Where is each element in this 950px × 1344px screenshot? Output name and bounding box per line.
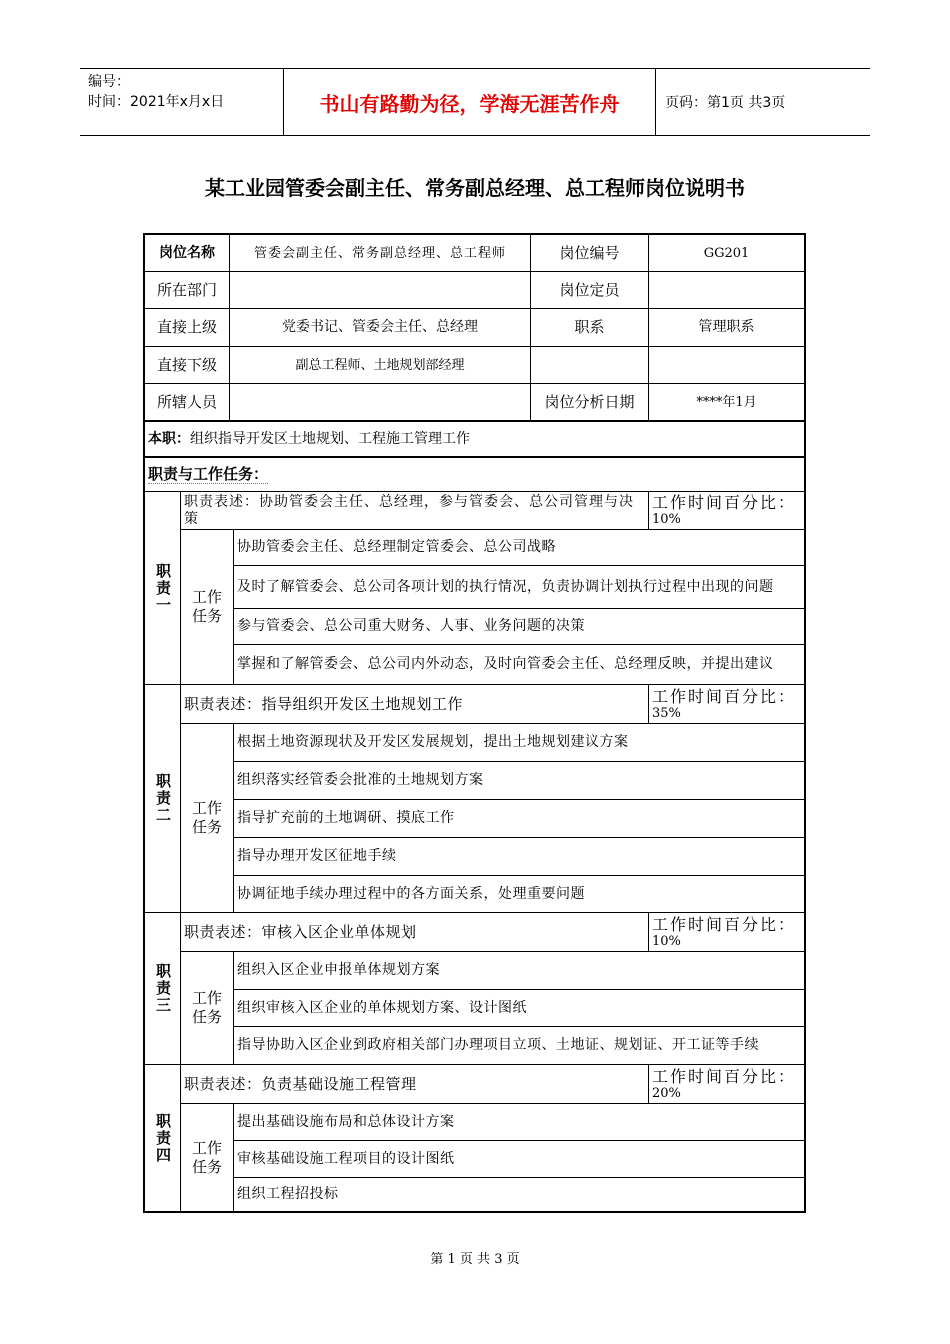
post-no-value: GG201 xyxy=(703,245,750,261)
duty-4-task: 提出基础设施布局和总体设计方案 xyxy=(237,1113,455,1130)
duty-summary xyxy=(148,422,798,456)
duty-2-name: 职责二 xyxy=(154,773,172,824)
number-label: 编号： xyxy=(88,74,130,90)
date-label: 时间：2021年x月x日 xyxy=(88,94,225,110)
page-info: 页码：第1页 共3页 xyxy=(665,95,786,111)
staff-label: 所辖人员 xyxy=(156,392,217,411)
duty-2-task: 组织落实经管委会批准的土地规划方案 xyxy=(237,772,484,788)
quota-value xyxy=(649,272,804,308)
duty-4-task: 组织工程招投标 xyxy=(237,1186,339,1202)
duty-2-task: 根据土地资源现状及开发区发展规划，提出土地规划建议方案 xyxy=(237,734,629,750)
duty-summary-text: 组织指导开发区土地规划、工程施工管理工作 xyxy=(190,430,470,447)
header-meta xyxy=(80,69,283,135)
analysis-date-value: ****年1月 xyxy=(696,394,757,410)
series-value: 管理职系 xyxy=(698,319,755,335)
page-footer: 第 1 页 共 3 页 xyxy=(430,1252,520,1267)
duty-1-name: 职责一 xyxy=(154,562,172,614)
duty-3-task: 指导协助入区企业到政府相关部门办理项目立项、土地证、规划证、开工证等手续 xyxy=(237,1037,759,1053)
staff-value xyxy=(230,384,530,420)
duty-4-name: 职责四 xyxy=(154,1112,172,1164)
duty-2-task: 指导扩充前的土地调研、摸底工作 xyxy=(237,810,455,826)
dept-value xyxy=(230,272,530,308)
duty-3-statement: 职责表述：审核入区企业单体规划 xyxy=(184,922,417,941)
duty-4-tasks-label: 工作任务 xyxy=(191,1138,222,1176)
duty-1-task: 协助管委会主任、总经理制定管委会、总公司战略 xyxy=(237,539,556,555)
duty-4-time: 工作时间百分比： 20% xyxy=(652,1066,797,1101)
duty-2-task: 协调征地手续办理过程中的各方面关系，处理重要问题 xyxy=(237,885,585,902)
superior-label: 直接上级 xyxy=(156,318,217,336)
duty-3-tasks-label: 工作任务 xyxy=(191,989,222,1026)
duty-2-task: 指导办理开发区征地手续 xyxy=(237,848,397,864)
duty-3-name: 职责三 xyxy=(154,963,172,1014)
duty-3-time: 工作时间百分比： 10% xyxy=(652,914,797,949)
analysis-date-label: 岗位分析日期 xyxy=(544,392,635,411)
quota-label: 岗位定员 xyxy=(559,280,620,299)
duty-3-task: 组织审核入区企业的单体规划方案、设计图纸 xyxy=(237,999,527,1016)
subordinate-value: 副总工程师、土地规划部经理 xyxy=(295,357,465,373)
document-title: 某工业园管委会副主任、常务副总经理、总工程师岗位说明书 xyxy=(205,176,745,200)
duty-1-task: 参与管委会、总公司重大财务、人事、业务问题的决策 xyxy=(237,618,585,634)
post-name-label: 岗位名称 xyxy=(159,244,215,261)
duty-2-statement: 职责表述：指导组织开发区土地规划工作 xyxy=(184,694,464,713)
duty-1-task: 及时了解管委会、总公司各项计划的执行情况，负责协调计划执行过程中出现的问题 xyxy=(237,578,774,595)
motto: 书山有路勤为径，学海无涯苦作舟 xyxy=(283,69,656,135)
duty-4-statement: 职责表述：负责基础设施工程管理 xyxy=(184,1074,417,1093)
duty-2-time: 工作时间百分比： 35% xyxy=(652,686,797,721)
job-description-table xyxy=(143,233,806,1213)
duties-heading: 职责与工作任务： xyxy=(148,464,269,483)
duty-1-task: 掌握和了解管委会、总公司内外动态，及时向管委会主任、总经理反映，并提出建议 xyxy=(237,656,774,672)
duty-1-tasks-label: 工作任务 xyxy=(191,588,222,625)
series-label: 职系 xyxy=(574,318,605,336)
duty-summary-label: 本职： xyxy=(148,430,190,447)
superior-value: 党委书记、管委会主任、总经理 xyxy=(282,319,478,335)
post-name-value: 管委会副主任、常务副总经理、总工程师 xyxy=(253,245,506,261)
page-header xyxy=(80,68,870,136)
duty-4-task: 审核基础设施工程项目的设计图纸 xyxy=(237,1150,455,1167)
subordinate-label: 直接下级 xyxy=(156,355,217,374)
post-no-label: 岗位编号 xyxy=(559,243,620,262)
duty-3-task: 组织入区企业申报单体规划方案 xyxy=(237,962,440,978)
dept-label: 所在部门 xyxy=(156,280,217,299)
duty-2-tasks-label: 工作任务 xyxy=(191,799,222,836)
duty-1-statement: 职责表述：协助管委会主任、总经理，参与管委会、总公司管理与决策 xyxy=(184,493,634,527)
duty-1-time: 工作时间百分比： 10% xyxy=(652,493,797,527)
